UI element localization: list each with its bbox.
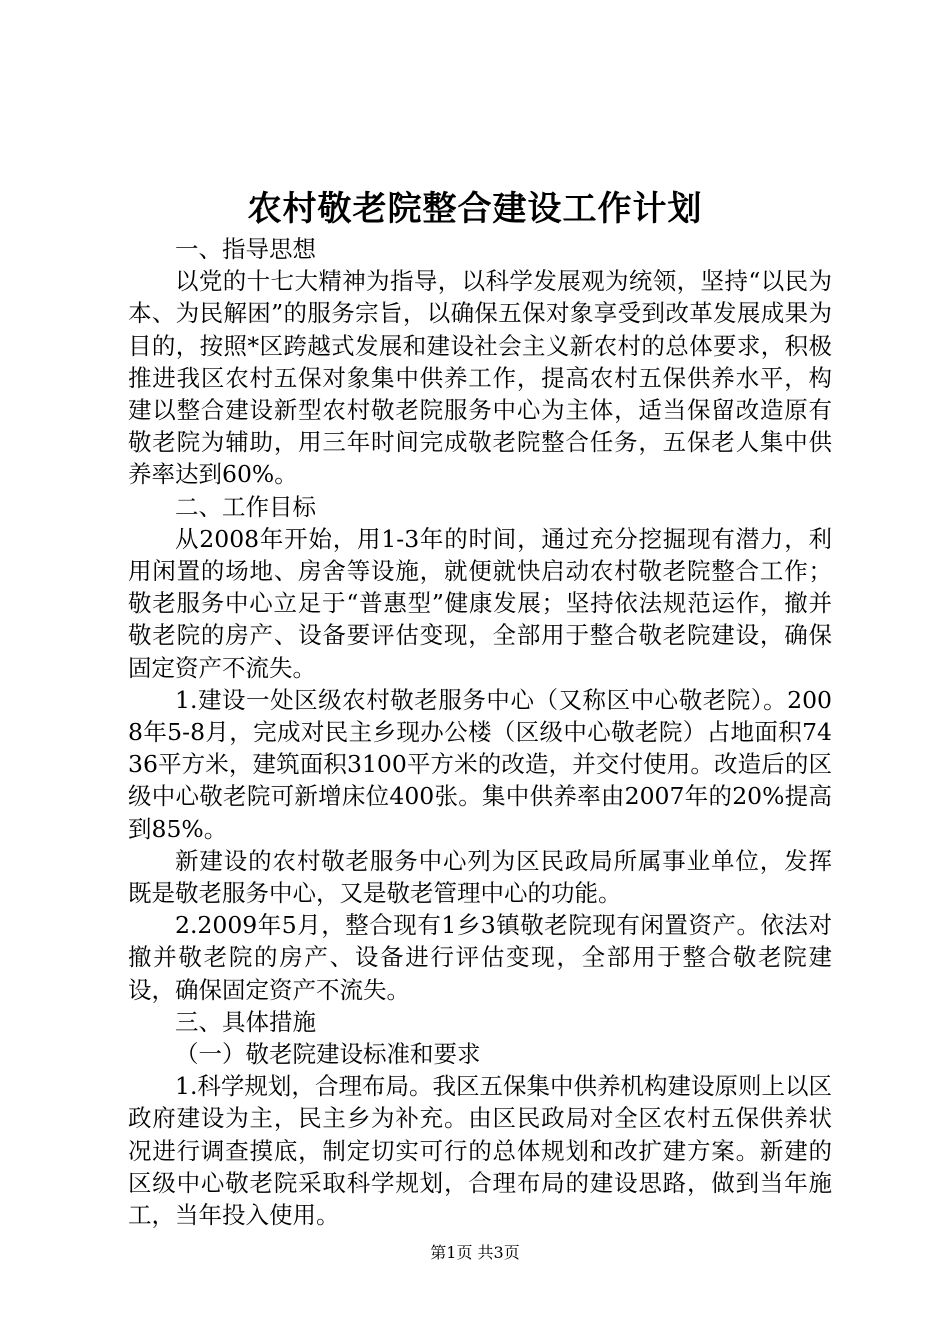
paragraph-goal-item-2: 2.2009年5月，整合现有1乡3镇敬老院现有闲置资产。依法对撤并敬老院的房产、设备进行评估变现，全部用于整合敬老院建设，确保固定资产不流失。 [128, 911, 832, 1004]
paragraph-guiding-ideology: 以党的十七大精神为指导，以科学发展观为统领，坚持“以民为本、为民解困”的服务宗旨，以确保五保对象享受到改革发展成果为目的，按照*区跨越式发展和建设社会主义新农村的总体要求，积极推进我区农村五保对象集中供养工作，提高农村五保供养水平，构建以整合建设新型农村敬老院服务中心为主体，适当保留改造原有敬老院为辅助，用三年时间完成敬老院整合任务，五保老人集中供养率达到60%。 [128, 267, 832, 489]
page-number-footer: 第1页 共3页 [430, 1243, 520, 1262]
paragraph-measure-item-1: 1.科学规划，合理布局。我区五保集中供养机构建设原则上以区政府建设为主，民主乡为补充。由区民政局对全区农村五保供养状况进行调查摸底，制定切实可行的总体规划和改扩建方案。新建的区级中心敬老院采取科学规划，合理布局的建设思路，做到当年施工，当年投入使用。 [128, 1072, 832, 1230]
document-title: 农村敬老院整合建设工作计划 [247, 189, 703, 229]
heading-guiding-ideology: 一、指导思想 [175, 235, 316, 263]
document-body [128, 233, 832, 1231]
paragraph-service-center-role: 新建设的农村敬老服务中心列为区民政局所属事业单位，发挥既是敬老服务中心，又是敬老管理中心的功能。 [128, 846, 832, 908]
heading-work-goals: 二、工作目标 [175, 492, 316, 521]
subheading-standards: （一）敬老院建设标准和要求 [175, 1040, 481, 1069]
paragraph-goal-item-1: 1.建设一处区级农村敬老服务中心（又称区中心敬老院）。2008年5-8月，完成对民主乡现办公楼（区级中心敬老院）占地面积7436平方米，建筑面积3100平方米的改造，并交付使用。改造后的区级中心敬老院可新增床位400张。集中供养率由2007年的20%提高到85%。 [128, 685, 832, 843]
paragraph-work-goals: 从2008年开始，用1-3年的时间，通过充分挖掘现有潜力，利用闲置的场地、房舍等设施，就便就快启动农村敬老院整合工作；敬老服务中心立足于“普惠型”健康发展；坚持依法规范运作，撤并敬老院的房产、设备要评估变现，全部用于整合敬老院建设，确保固定资产不流失。 [128, 524, 832, 682]
heading-specific-measures: 三、具体措施 [175, 1007, 316, 1036]
